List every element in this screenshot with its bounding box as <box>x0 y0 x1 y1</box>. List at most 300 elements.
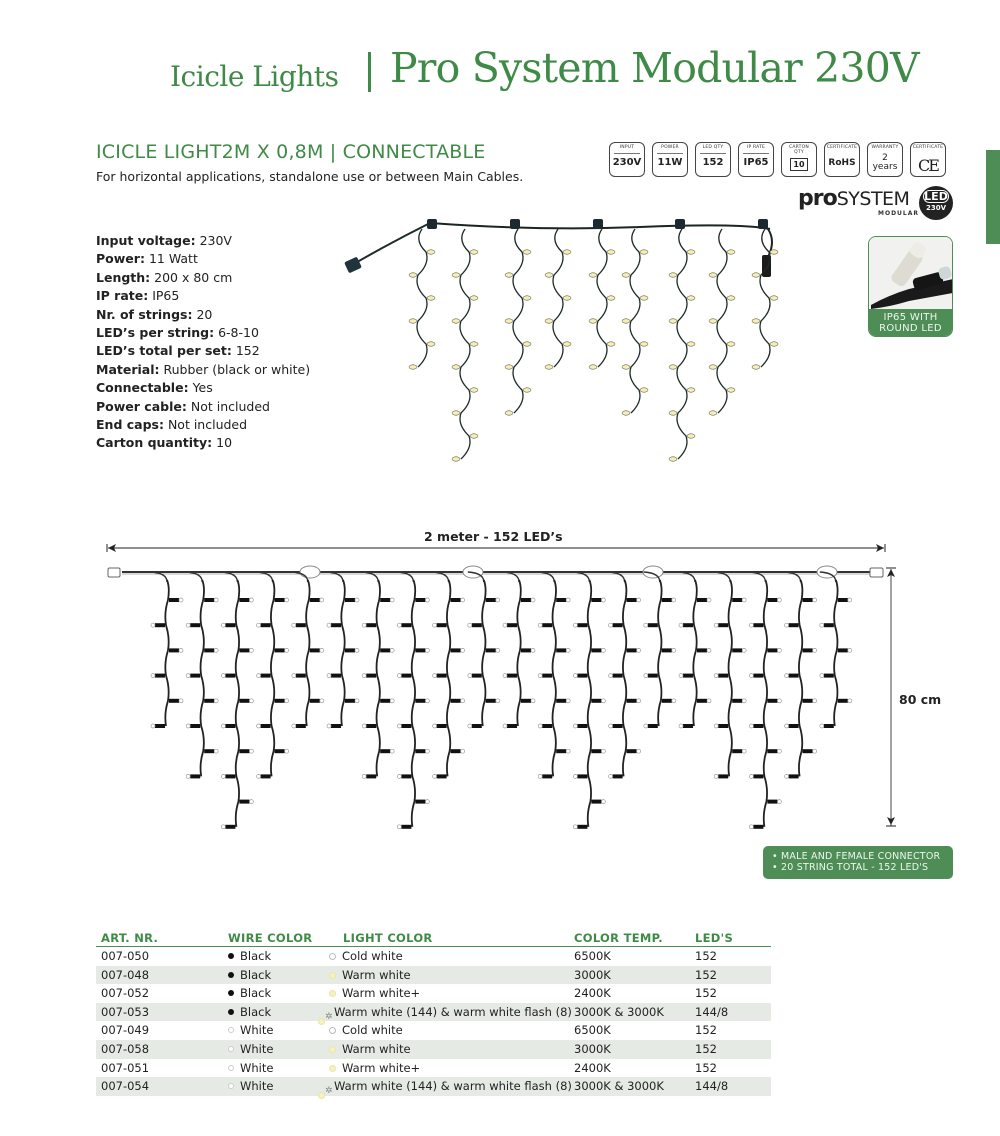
led-bulb-icon <box>591 598 601 602</box>
spec-value: 6-8-10 <box>218 325 259 341</box>
led-bulb-icon <box>542 774 552 778</box>
warm-led-bulb <box>669 411 677 415</box>
led-bulb-icon <box>310 598 320 602</box>
table-row <box>96 984 771 1003</box>
led-tip <box>285 648 289 652</box>
warm-led-bulb <box>523 296 531 300</box>
led-tip <box>320 699 324 703</box>
warm-led-bulb <box>622 319 630 323</box>
string-branch <box>785 572 801 582</box>
led-tip <box>285 749 289 753</box>
led-tip <box>214 749 218 753</box>
led-tip <box>425 598 429 602</box>
spec-value: Not included <box>167 417 248 433</box>
led-string <box>820 572 852 728</box>
led-bulb-icon <box>767 800 777 804</box>
led-bulb-icon <box>838 699 848 703</box>
led-tip <box>468 623 472 627</box>
led-bulb-icon <box>542 724 552 728</box>
led-string <box>186 572 218 778</box>
led-tip <box>257 774 261 778</box>
string-branch <box>362 572 378 582</box>
warm-led-bulb <box>452 365 460 369</box>
led-tip <box>496 699 500 703</box>
light-color-text: Cold white <box>342 1023 403 1038</box>
led-string <box>679 572 711 728</box>
lead-cable <box>352 223 430 265</box>
male-connector-icon <box>108 568 120 577</box>
led-tip <box>742 699 746 703</box>
badge-value: 2 <box>882 153 888 163</box>
photo-string-wire <box>597 229 607 367</box>
led-bulb-icon <box>204 699 214 703</box>
string-branch <box>397 572 413 582</box>
led-bulb-icon <box>190 774 200 778</box>
led-tip <box>820 674 824 678</box>
wire-color-cell <box>228 1042 273 1056</box>
string-wire <box>165 580 168 726</box>
led-bulb-icon <box>366 674 376 678</box>
led-bulb-icon <box>204 648 214 652</box>
led-bulb-icon <box>648 674 658 678</box>
art-nr-cell: 007-054 <box>101 1079 150 1094</box>
warm-white-dot-icon <box>329 972 336 979</box>
photo-string-wire <box>460 229 470 459</box>
led-bulb-icon <box>451 598 461 602</box>
leds-cell: 152 <box>695 949 717 963</box>
badge-label: IP RATE <box>746 145 766 150</box>
led-bulb-icon <box>451 749 461 753</box>
led-tip <box>362 774 366 778</box>
led-tip <box>573 724 577 728</box>
led-tip <box>644 724 648 728</box>
table-row <box>96 1077 771 1096</box>
led-bulb-icon <box>697 598 707 602</box>
led-tip <box>214 598 218 602</box>
badge-label: LED QTY <box>702 145 724 150</box>
led-tip <box>214 699 218 703</box>
led-tip <box>425 648 429 652</box>
string-branch <box>327 572 343 582</box>
wire-color-text: White <box>240 1041 274 1056</box>
light-color-cell: ✲ Warm white (144) & warm white flash (8) <box>320 1079 572 1093</box>
led-string <box>292 572 324 728</box>
led-bulb-icon <box>753 623 763 627</box>
led-tip <box>327 674 331 678</box>
badge-label: WARRANTY <box>871 145 899 150</box>
warm-led-bulb <box>727 296 735 300</box>
string-branch <box>257 572 273 582</box>
warm-led-bulb <box>409 319 417 323</box>
led-tip <box>461 749 465 753</box>
warm-led-bulb <box>505 411 513 415</box>
spec-label: Power: <box>96 251 145 267</box>
photo-string-wire <box>677 229 687 459</box>
warm-led-bulb <box>589 365 597 369</box>
warm-led-bulb <box>640 342 648 346</box>
led-tip <box>531 699 535 703</box>
art-nr-cell: 007-052 <box>101 986 150 1001</box>
led-bulb-icon <box>789 623 799 627</box>
warm-led-bulb <box>545 365 553 369</box>
led-qty-icon <box>695 142 731 177</box>
round-led-photo <box>869 237 952 309</box>
badge-value: 230V <box>612 157 642 168</box>
badge-value: RoHS <box>828 158 856 168</box>
table-row <box>96 1003 771 1022</box>
led-tip <box>813 648 817 652</box>
warm-led-bulb <box>770 250 778 254</box>
led-tip <box>777 749 781 753</box>
led-bulb-icon <box>824 623 834 627</box>
warm-led-bulb <box>640 250 648 254</box>
led-tip <box>151 623 155 627</box>
string-wire <box>623 580 626 776</box>
led-bulb-icon <box>627 598 637 602</box>
string-branch <box>749 572 765 582</box>
warm-led-bulb <box>523 342 531 346</box>
logo-voltage: 230V <box>925 204 947 212</box>
led-bulb-icon <box>296 724 306 728</box>
string-wire <box>729 580 732 776</box>
led-bulb-icon <box>767 598 777 602</box>
led-bulb-icon <box>732 699 742 703</box>
string-branch <box>679 572 695 582</box>
photo-string-wire <box>717 229 727 413</box>
warm-led-bulb <box>545 319 553 323</box>
led-bulb-icon <box>331 623 341 627</box>
led-tip <box>601 648 605 652</box>
led-string <box>362 572 394 778</box>
string-branch <box>151 572 167 582</box>
warm-led-bulb <box>687 250 695 254</box>
light-color-cell <box>329 968 411 982</box>
light-color-text: Warm white+ <box>342 986 421 1001</box>
led-bulb-icon <box>401 825 411 829</box>
wire-color-dot-icon <box>228 1046 234 1052</box>
info-box <box>763 846 953 879</box>
photo-string-wire <box>513 229 523 413</box>
warm-led-bulb <box>709 273 717 277</box>
led-tip <box>292 674 296 678</box>
led-tip <box>221 674 225 678</box>
warm-led-bulb <box>589 273 597 277</box>
warm-led-bulb <box>523 250 531 254</box>
led-bulb-icon <box>401 674 411 678</box>
led-tip <box>221 774 225 778</box>
led-tip <box>785 724 789 728</box>
spec-label: LED’s total per set: <box>96 343 232 359</box>
led-bulb-icon <box>331 724 341 728</box>
led-bulb-icon <box>803 648 813 652</box>
junction-icon <box>510 219 520 229</box>
header-light-color: LIGHT COLOR <box>343 931 433 945</box>
info-line-1: • MALE AND FEMALE CONNECTOR <box>772 851 941 862</box>
warm-led-bulb <box>669 365 677 369</box>
led-bulb-icon <box>472 724 482 728</box>
led-string <box>749 572 781 829</box>
wire-color-text: White <box>240 1023 274 1038</box>
logo-system: SYSTEM <box>836 188 910 210</box>
warm-led-bulb <box>409 365 417 369</box>
led-tip <box>390 699 394 703</box>
led-string <box>397 572 429 829</box>
led-tip <box>221 724 225 728</box>
led-bulb-icon <box>803 699 813 703</box>
led-tip <box>714 623 718 627</box>
leds-cell: 152 <box>695 967 717 982</box>
led-bulb-icon <box>415 749 425 753</box>
led-tip <box>777 699 781 703</box>
string-wire <box>658 580 661 726</box>
table-row <box>96 947 771 966</box>
led-tip <box>179 598 183 602</box>
led-bulb-icon <box>613 774 623 778</box>
color-temp-cell: 2400K <box>574 986 611 1001</box>
led-tip <box>503 623 507 627</box>
ip65-round-led-card <box>868 236 953 337</box>
led-tip <box>785 774 789 778</box>
warm-led-bulb <box>709 365 717 369</box>
led-tip <box>672 648 676 652</box>
led-string <box>151 572 183 728</box>
junction-icon <box>427 219 437 229</box>
badge-label: INPUT <box>619 145 635 150</box>
string-branch <box>503 572 519 582</box>
warm-led-bulb <box>752 365 760 369</box>
led-tip <box>848 699 852 703</box>
string-wire <box>693 580 696 726</box>
product-tagline: For horizontal applications, standalone use or between Main Cables. <box>96 169 524 184</box>
warm-led-bulb <box>752 273 760 277</box>
table-row <box>96 966 771 985</box>
led-tip <box>285 598 289 602</box>
led-bulb-icon <box>451 648 461 652</box>
warm-led-bulb <box>622 273 630 277</box>
junction-icon <box>758 219 768 229</box>
led-string <box>468 572 500 728</box>
light-color-text: Warm white <box>342 1041 411 1056</box>
led-bulb-icon <box>310 648 320 652</box>
led-bulb-icon <box>542 674 552 678</box>
led-tip <box>714 724 718 728</box>
led-string <box>714 572 746 778</box>
led-bulb-icon <box>345 699 355 703</box>
photo-string-wire <box>553 229 563 367</box>
spec-label: Length: <box>96 269 151 285</box>
header-color-temp: COLOR TEMP. <box>574 931 663 945</box>
wire-color-text: White <box>240 1060 274 1075</box>
led-bulb-icon <box>437 623 447 627</box>
warm-led-bulb <box>770 342 778 346</box>
led-bulb-icon <box>662 648 672 652</box>
string-branch <box>186 572 202 582</box>
product-photo <box>340 205 800 500</box>
led-bulb-icon <box>803 749 813 753</box>
led-tip <box>714 774 718 778</box>
led-tip <box>355 648 359 652</box>
led-bulb-icon <box>556 699 566 703</box>
badge-value: 11W <box>657 157 683 168</box>
led-bulb-icon <box>225 623 235 627</box>
led-bulb-icon <box>486 598 496 602</box>
led-bulb-icon <box>380 648 390 652</box>
led-tip <box>679 674 683 678</box>
warm-led-bulb <box>470 250 478 254</box>
led-bulb-icon <box>239 598 249 602</box>
color-temp-cell: 6500K <box>574 949 611 963</box>
leds-cell: 152 <box>695 1060 717 1075</box>
spec-value: 152 <box>235 343 260 359</box>
led-bulb-icon <box>753 724 763 728</box>
led-bulb-icon <box>648 623 658 627</box>
prosystem-logo <box>798 186 958 222</box>
wire-color-cell <box>228 1061 273 1075</box>
led-tip <box>848 598 852 602</box>
led-bulb-icon <box>591 749 601 753</box>
led-bulb-icon <box>789 724 799 728</box>
led-tip <box>785 674 789 678</box>
led-bulb-icon <box>683 623 693 627</box>
spec-value: Yes <box>192 380 213 396</box>
led-bulb-icon <box>225 674 235 678</box>
warm-led-bulb <box>470 296 478 300</box>
junction-icon <box>593 219 603 229</box>
header-art-nr: ART. NR. <box>101 931 159 945</box>
led-tip <box>749 724 753 728</box>
badge-label: CARTON QTY <box>789 145 809 155</box>
warm-led-bulb <box>727 250 735 254</box>
height-dimension-label: 80 cm <box>899 692 942 707</box>
string-wire <box>271 580 274 776</box>
led-tip <box>433 774 437 778</box>
led-bulb-icon <box>437 674 447 678</box>
led-tip <box>397 724 401 728</box>
led-string <box>785 572 817 778</box>
led-bulb-icon <box>789 774 799 778</box>
led-bulb-icon <box>718 623 728 627</box>
led-tip <box>221 623 225 627</box>
color-temp-cell: 3000K <box>574 1041 611 1056</box>
led-bulb-icon <box>261 674 271 678</box>
warm-led-bulb <box>669 319 677 323</box>
led-230v-icon <box>919 186 953 220</box>
badge-value: CE <box>918 156 938 175</box>
led-bulb-icon <box>401 623 411 627</box>
color-temp-cell: 3000K & 3000K <box>574 1004 664 1019</box>
art-nr-cell: 007-050 <box>101 949 150 963</box>
led-bulb-icon <box>437 724 447 728</box>
badge-value: IP65 <box>743 157 769 168</box>
badge-label: CERTIFICATE <box>826 145 858 150</box>
carton-box-icon <box>781 142 817 177</box>
string-wire <box>482 580 485 726</box>
led-tip <box>538 674 542 678</box>
string-wire <box>834 580 837 726</box>
spec-row <box>96 287 310 305</box>
warm-led-bulb <box>709 319 717 323</box>
led-bulb-icon <box>718 674 728 678</box>
led-bulb-icon <box>753 774 763 778</box>
led-string <box>644 572 676 728</box>
led-bulb-icon <box>789 674 799 678</box>
warm-led-bulb <box>607 250 615 254</box>
led-tip <box>433 674 437 678</box>
led-bulb-icon <box>366 623 376 627</box>
led-tip <box>777 598 781 602</box>
led-tip <box>637 749 641 753</box>
wire-color-dot-icon <box>228 990 234 996</box>
info-line-2: • 20 STRING TOTAL - 152 LED'S <box>772 862 929 873</box>
led-string <box>503 572 535 728</box>
string-wire <box>412 580 415 827</box>
led-tip <box>433 623 437 627</box>
led-bulb-icon <box>732 598 742 602</box>
led-tip <box>637 648 641 652</box>
led-tip <box>468 724 472 728</box>
led-bulb-icon <box>732 648 742 652</box>
led-bulb-icon <box>169 598 179 602</box>
plug-icon <box>344 257 362 274</box>
led-bulb-icon <box>451 699 461 703</box>
led-bulb-icon <box>824 674 834 678</box>
warm-led-bulb <box>563 250 571 254</box>
spec-label: Input voltage: <box>96 233 196 248</box>
led-tip <box>538 774 542 778</box>
warm-led-bulb <box>563 342 571 346</box>
led-string <box>538 572 570 778</box>
led-tip <box>566 749 570 753</box>
spec-row <box>96 306 310 324</box>
leds-cell: 144/8 <box>695 1004 729 1019</box>
light-color-text: Cold white <box>342 949 403 963</box>
leds-cell: 152 <box>695 986 717 1001</box>
spec-label: Carton quantity: <box>96 435 213 451</box>
warm-led-bulb <box>687 388 695 392</box>
color-temp-cell: 3000K <box>574 967 611 982</box>
led-tip <box>397 674 401 678</box>
led-bulb-icon <box>239 749 249 753</box>
warm-led-bulb <box>563 296 571 300</box>
led-tip <box>285 699 289 703</box>
ce-icon <box>910 142 946 177</box>
table-row <box>96 1021 771 1040</box>
table-row <box>96 1040 771 1059</box>
led-bulb-icon <box>204 598 214 602</box>
led-tip <box>362 623 366 627</box>
led-tip <box>249 749 253 753</box>
led-tip <box>425 749 429 753</box>
led-tip <box>707 699 711 703</box>
led-bulb-icon <box>225 724 235 728</box>
side-tab-marker <box>986 150 1000 244</box>
led-tip <box>609 724 613 728</box>
header-leds: LED'S <box>695 931 734 945</box>
warm-led-bulb <box>427 342 435 346</box>
warm-white-dot-icon <box>329 990 336 997</box>
led-tip <box>320 648 324 652</box>
photo-string-wire <box>417 229 427 367</box>
led-tip <box>644 623 648 627</box>
wire-color-cell <box>228 949 271 963</box>
light-color-cell <box>329 1061 420 1075</box>
led-tip <box>433 724 437 728</box>
wire-color-dot-icon <box>228 1065 234 1071</box>
header-wire-color: WIRE COLOR <box>228 931 313 945</box>
led-bulb-icon <box>507 674 517 678</box>
spec-badges <box>609 142 946 177</box>
string-branch <box>714 572 730 582</box>
